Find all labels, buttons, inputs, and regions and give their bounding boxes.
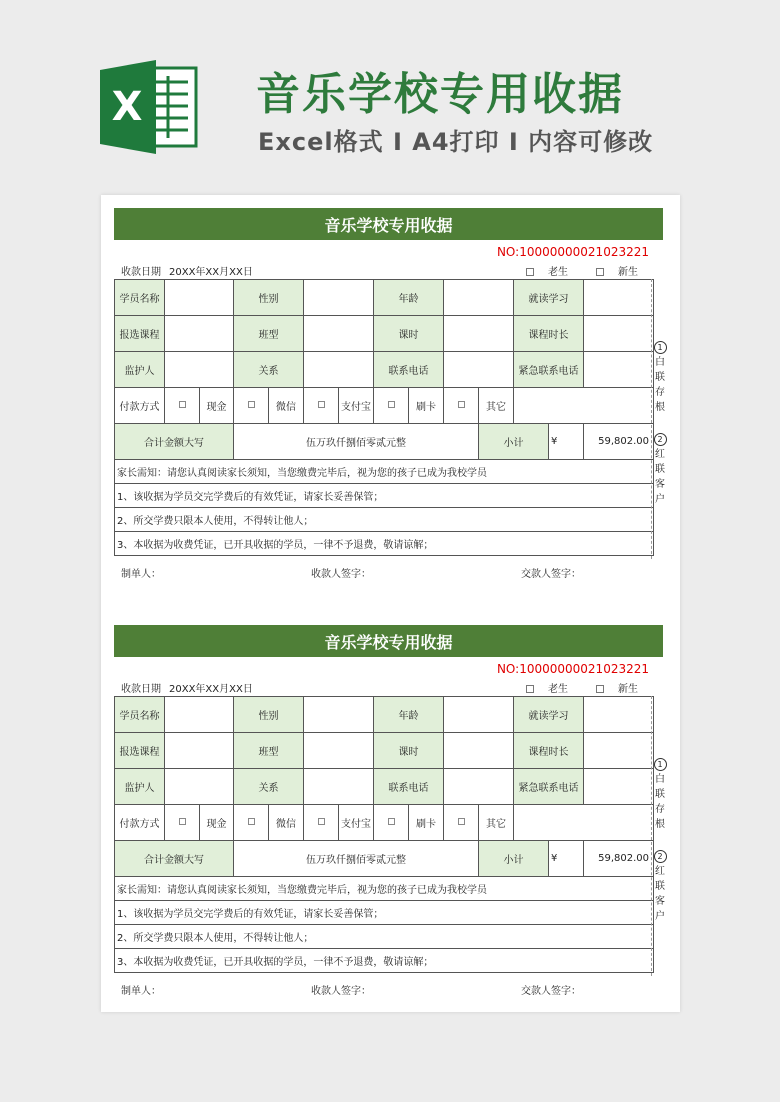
excel-logo-icon (100, 60, 198, 154)
pay-checkbox-alipay[interactable] (304, 388, 339, 424)
duration-field[interactable] (584, 316, 654, 352)
receipt-1 (101, 195, 680, 580)
receipt-title: 音乐学校专用收据 (114, 625, 663, 657)
total-words: 伍万玖仟捌佰零贰元整 (234, 841, 479, 877)
gender-field[interactable] (304, 697, 374, 733)
student-name-field[interactable] (165, 697, 234, 733)
receipt-sheet (101, 195, 680, 1012)
amount-value: 59,802.00 (584, 424, 654, 460)
checkbox-icon[interactable] (596, 685, 604, 693)
study-field[interactable] (584, 697, 654, 733)
type-new[interactable]: 新生 (596, 263, 638, 278)
type-old[interactable]: 老生 (526, 680, 568, 695)
maker-signature: 制单人： (121, 569, 161, 580)
pay-checkbox-alipay[interactable] (304, 805, 339, 841)
table-row: 1、该收据为学员交完学费后的有效凭证，请家长妥善保管； (115, 484, 654, 508)
receipt-number: NO:10000000021023221 (496, 662, 649, 676)
checkbox-icon[interactable] (179, 818, 186, 825)
stub-white-copy: 1 白 联 存 根 (655, 343, 665, 413)
checkbox-icon[interactable] (179, 401, 186, 408)
pay-checkbox-other[interactable] (444, 805, 479, 841)
table-row: 家长需知：请您认真阅读家长须知，当您缴费完毕后，视为您的孩子已成为我校学员 (115, 460, 654, 484)
page-header (0, 0, 780, 180)
hours-field[interactable] (444, 316, 514, 352)
table-row: 报选课程 班型 课时 课程时长 (115, 316, 654, 352)
pay-checkbox-cash[interactable] (165, 805, 200, 841)
course-field[interactable] (165, 316, 234, 352)
phone-field[interactable] (444, 352, 514, 388)
receipt-number: NO:10000000021023221 (496, 245, 649, 259)
svg-text:X: X (111, 84, 143, 130)
class-field[interactable] (304, 733, 374, 769)
payer-signature: 交款人签字： (521, 986, 581, 997)
table-row: 2、所交学费只限本人使用，不得转让他人； (115, 508, 654, 532)
receiver-signature: 收款人签字： (311, 569, 371, 580)
pay-checkbox-wechat[interactable] (234, 388, 269, 424)
receipt-2 (101, 612, 680, 997)
relation-field[interactable] (304, 352, 374, 388)
table-row: 合计金额大写 伍万玖仟捌佰零贰元整 小计 ¥ 59,802.00 (115, 424, 654, 460)
table-row: 家长需知：请您认真阅读家长须知，当您缴费完毕后，视为您的孩子已成为我校学员 (115, 877, 654, 901)
checkbox-icon[interactable] (526, 268, 534, 276)
table-row: 2、所交学费只限本人使用，不得转让他人； (115, 925, 654, 949)
class-field[interactable] (304, 316, 374, 352)
age-field[interactable] (444, 280, 514, 316)
payer-signature: 交款人签字： (521, 569, 581, 580)
gender-field[interactable] (304, 280, 374, 316)
pay-checkbox-card[interactable] (374, 388, 409, 424)
table-row: 3、本收据为收费凭证，已开具收据的学员，一律不予退费，敬请谅解； (115, 949, 654, 973)
emergency-phone-field[interactable] (584, 769, 654, 805)
table-row: 学员名称 性别 年龄 就读学习 (115, 697, 654, 733)
emergency-phone-field[interactable] (584, 352, 654, 388)
type-new[interactable]: 新生 (596, 680, 638, 695)
study-field[interactable] (584, 280, 654, 316)
table-row: 1、该收据为学员交完学费后的有效凭证，请家长妥善保管； (115, 901, 654, 925)
course-field[interactable] (165, 733, 234, 769)
checkbox-icon[interactable] (248, 401, 255, 408)
receipt-table (114, 696, 654, 973)
duration-field[interactable] (584, 733, 654, 769)
table-row: 监护人 关系 联系电话 紧急联系电话 (115, 352, 654, 388)
receipt-title: 音乐学校专用收据 (114, 208, 663, 240)
checkbox-icon[interactable] (458, 818, 465, 825)
checkbox-icon[interactable] (388, 818, 395, 825)
table-row: 付款方式 现金 微信 支付宝 刷卡 其它 (115, 388, 654, 424)
receipt-date: 收款日期 20XX年XX月XX日 (121, 267, 253, 278)
page-title: 音乐学校专用收据 (256, 69, 624, 120)
receipt-date: 收款日期 20XX年XX月XX日 (121, 684, 253, 695)
pay-checkbox-other[interactable] (444, 388, 479, 424)
table-row: 学员名称 性别 年龄 就读学习 (115, 280, 654, 316)
table-row: 报选课程 班型 课时 课程时长 (115, 733, 654, 769)
maker-signature: 制单人： (121, 986, 161, 997)
checkbox-icon[interactable] (318, 818, 325, 825)
receiver-signature: 收款人签字： (311, 986, 371, 997)
stub-divider (651, 696, 668, 976)
pay-checkbox-wechat[interactable] (234, 805, 269, 841)
stub-white-copy: 1 白 联 存 根 (655, 760, 665, 830)
checkbox-icon[interactable] (458, 401, 465, 408)
hours-field[interactable] (444, 733, 514, 769)
stub-divider (651, 279, 668, 559)
stub-red-copy: 2 红 联 客 户 (655, 435, 665, 505)
table-row: 合计金额大写 伍万玖仟捌佰零贰元整 小计 ¥ 59,802.00 (115, 841, 654, 877)
guardian-field[interactable] (165, 352, 234, 388)
pay-checkbox-cash[interactable] (165, 388, 200, 424)
table-row: 3、本收据为收费凭证，已开具收据的学员，一律不予退费，敬请谅解； (115, 532, 654, 556)
type-old[interactable]: 老生 (526, 263, 568, 278)
student-name-field[interactable] (165, 280, 234, 316)
table-row: 监护人 关系 联系电话 紧急联系电话 (115, 769, 654, 805)
currency-symbol: ¥ (549, 841, 584, 877)
total-words: 伍万玖仟捌佰零贰元整 (234, 424, 479, 460)
stub-red-copy: 2 红 联 客 户 (655, 852, 665, 922)
currency-symbol: ¥ (549, 424, 584, 460)
checkbox-icon[interactable] (596, 268, 604, 276)
checkbox-icon[interactable] (388, 401, 395, 408)
pay-checkbox-card[interactable] (374, 805, 409, 841)
guardian-field[interactable] (165, 769, 234, 805)
amount-value: 59,802.00 (584, 841, 654, 877)
checkbox-icon[interactable] (318, 401, 325, 408)
age-field[interactable] (444, 697, 514, 733)
checkbox-icon[interactable] (248, 818, 255, 825)
checkbox-icon[interactable] (526, 685, 534, 693)
phone-field[interactable] (444, 769, 514, 805)
page-subtitle: Excel格式 I A4打印 I 内容可修改 (258, 128, 654, 156)
receipt-table (114, 279, 654, 556)
relation-field[interactable] (304, 769, 374, 805)
table-row: 付款方式 现金 微信 支付宝 刷卡 其它 (115, 805, 654, 841)
